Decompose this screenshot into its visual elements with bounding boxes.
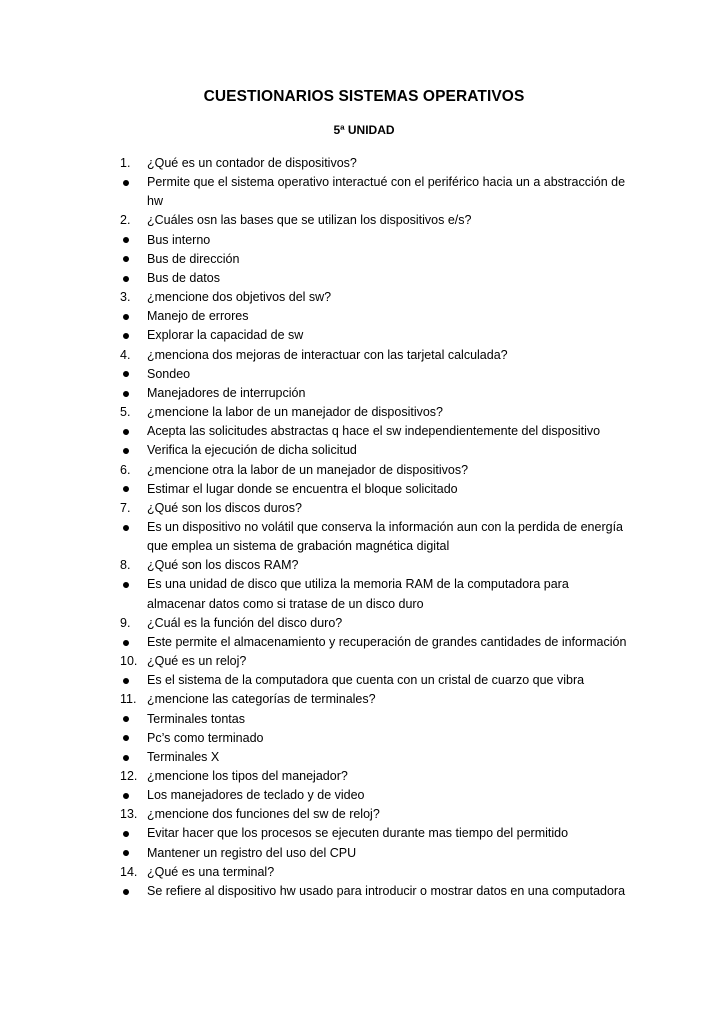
answer-bullet-item xyxy=(120,671,630,690)
bullet-icon xyxy=(120,575,147,594)
question-item xyxy=(120,614,630,633)
question-text: ¿mencione dos funciones del sw de reloj? xyxy=(147,807,380,822)
question-text: ¿Qué son los discos RAM? xyxy=(147,558,299,573)
question-text: ¿mencione las categorías de terminales? xyxy=(147,692,376,707)
answer-text: Estimar el lugar donde se encuentra el bloque solicitado xyxy=(147,481,458,496)
bullet-dot-icon xyxy=(123,850,129,856)
bullet-dot-icon xyxy=(123,755,129,761)
question-text: ¿mencione dos objetivos del sw? xyxy=(147,290,332,305)
question-number: 5. xyxy=(120,405,131,420)
answer-bullet-item xyxy=(120,422,630,441)
bullet-dot-icon xyxy=(123,429,129,435)
question-number: 12. xyxy=(120,769,138,783)
question-text: ¿Qué es un contador de dispositivos? xyxy=(147,156,357,170)
answer-bullet-item xyxy=(120,882,630,901)
question-item xyxy=(120,288,630,307)
bullet-icon xyxy=(120,844,147,863)
question-number: 10. xyxy=(120,654,138,669)
bullet-dot-icon xyxy=(123,391,129,397)
question-item xyxy=(120,461,630,480)
answer-text: Manejo de errores xyxy=(147,309,249,324)
question-number: 2. xyxy=(120,213,131,228)
question-item xyxy=(120,346,630,365)
answer-text: Los manejadores de teclado y de video xyxy=(147,788,365,803)
bullet-dot-icon xyxy=(123,371,129,377)
answer-text: Sondeo xyxy=(147,366,191,381)
bullet-icon xyxy=(120,748,147,767)
bullet-dot-icon xyxy=(123,678,129,684)
bullet-dot-icon xyxy=(123,314,129,320)
bullet-dot-icon xyxy=(123,237,129,243)
bullet-dot-icon xyxy=(123,831,129,837)
question-item xyxy=(120,690,630,709)
bullet-icon xyxy=(120,250,147,269)
bullet-dot-icon xyxy=(123,525,129,531)
question-number: 7. xyxy=(120,500,131,515)
bullet-icon xyxy=(120,231,147,250)
answer-bullet-item xyxy=(120,269,630,288)
answer-bullet-item xyxy=(120,710,630,729)
answer-bullet-item xyxy=(120,326,630,345)
answer-bullet-item xyxy=(120,824,630,843)
answer-bullet-item xyxy=(120,231,630,250)
bullet-icon xyxy=(120,326,147,345)
question-text: ¿Qué es un reloj? xyxy=(147,654,247,669)
bullet-icon xyxy=(120,307,147,326)
bullet-dot-icon xyxy=(123,582,129,588)
question-item xyxy=(120,499,630,518)
answer-bullet-item xyxy=(120,480,630,499)
bullet-dot-icon xyxy=(123,735,129,741)
bullet-icon xyxy=(120,441,147,460)
question-list xyxy=(120,154,630,901)
answer-text: Se refiere al dispositivo hw usado para introducir o mostrar datos en una computadora xyxy=(147,883,626,898)
answer-text: Manejadores de interrupción xyxy=(147,385,306,400)
question-number: 13. xyxy=(120,807,138,822)
answer-text: Acepta las solicitudes abstractas q hace el sw independientemente del dispositivo xyxy=(147,424,601,439)
document-title: CUESTIONARIOS SISTEMAS OPERATIVOS xyxy=(203,88,525,105)
question-number: 9. xyxy=(120,615,131,630)
question-number: 4. xyxy=(120,347,131,362)
answer-bullet-item xyxy=(120,365,630,384)
question-number: 3. xyxy=(120,290,131,305)
bullet-icon xyxy=(120,633,147,652)
question-number: 1. xyxy=(120,156,131,170)
question-item xyxy=(120,154,630,173)
bullet-dot-icon xyxy=(123,793,129,799)
answer-text: Permite que el sistema operativo interactué con el periférico hacia un a abstracción de hw xyxy=(147,175,626,209)
answer-bullet-item xyxy=(120,173,630,211)
question-item xyxy=(120,556,630,575)
question-text: ¿Qué son los discos duros? xyxy=(147,500,302,515)
question-item xyxy=(120,863,630,882)
bullet-dot-icon xyxy=(123,180,129,186)
question-number: 14. xyxy=(120,864,138,879)
question-text: ¿menciona dos mejoras de interactuar con las tarjetal calculada? xyxy=(147,347,508,362)
answer-bullet-item xyxy=(120,844,630,863)
bullet-icon xyxy=(120,173,147,192)
question-text: ¿Cuáles osn las bases que se utilizan los dispositivos e/s? xyxy=(147,213,472,228)
bullet-dot-icon xyxy=(123,486,129,492)
answer-bullet-item xyxy=(120,729,630,748)
question-item xyxy=(120,652,630,671)
bullet-dot-icon xyxy=(123,889,129,895)
bullet-icon xyxy=(120,480,147,499)
answer-text: Este permite el almacenamiento y recuperación de grandes cantidades de información xyxy=(147,634,627,649)
bullet-icon xyxy=(120,824,147,843)
bullet-icon xyxy=(120,518,147,537)
bullet-dot-icon xyxy=(123,276,129,282)
answer-bullet-item xyxy=(120,786,630,805)
question-text: ¿Qué es una terminal? xyxy=(147,864,275,879)
bullet-icon xyxy=(120,269,147,288)
bullet-dot-icon xyxy=(123,716,129,722)
question-number: 11. xyxy=(120,692,137,707)
answer-text: Verifica la ejecución de dicha solicitud xyxy=(147,443,357,458)
answer-text: Bus de datos xyxy=(147,270,220,285)
answer-bullet-item xyxy=(120,441,630,460)
answer-bullet-item xyxy=(120,307,630,326)
answer-bullet-item xyxy=(120,518,630,556)
question-item xyxy=(120,767,630,786)
question-text: ¿mencione la labor de un manejador de dispositivos? xyxy=(147,405,444,420)
question-text: ¿mencione los tipos del manejador? xyxy=(147,769,348,783)
answer-text: Terminales tontas xyxy=(147,711,245,726)
answer-bullet-item xyxy=(120,748,630,767)
answer-text: Es un dispositivo no volátil que conserva la información aun con la perdida de energía que emplea un sistema de grabación magnética digital xyxy=(147,519,623,554)
bullet-icon xyxy=(120,786,147,805)
question-item xyxy=(120,805,630,824)
question-text: ¿mencione otra la labor de un manejador de dispositivos? xyxy=(147,462,469,477)
answer-text: Explorar la capacidad de sw xyxy=(147,328,304,343)
question-text: ¿Cuál es la función del disco duro? xyxy=(147,615,343,630)
answer-bullet-item xyxy=(120,575,630,613)
bullet-icon xyxy=(120,365,147,384)
answer-text: Es una unidad de disco que utiliza la memoria RAM de la computadora para almacenar datos como si tratase de un disco duro xyxy=(147,577,569,611)
answer-text: Evitar hacer que los procesos se ejecuten durante mas tiempo del permitido xyxy=(147,826,569,841)
answer-text: Bus interno xyxy=(147,232,211,247)
answer-bullet-item xyxy=(120,384,630,403)
answer-text: Es el sistema de la computadora que cuenta con un cristal de cuarzo que vibra xyxy=(147,673,585,688)
question-item xyxy=(120,403,630,422)
document-subtitle: 5ª UNIDAD xyxy=(333,123,395,137)
bullet-dot-icon xyxy=(123,640,129,646)
bullet-icon xyxy=(120,882,147,901)
bullet-dot-icon xyxy=(123,256,129,262)
bullet-icon xyxy=(120,729,147,748)
bullet-icon xyxy=(120,384,147,403)
answer-text: Bus de dirección xyxy=(147,251,240,266)
bullet-dot-icon xyxy=(123,333,129,339)
question-number: 8. xyxy=(120,558,131,573)
answer-text: Terminales X xyxy=(147,749,220,764)
question-number: 6. xyxy=(120,462,131,477)
answer-text: Pc’s como terminado xyxy=(147,730,264,745)
bullet-dot-icon xyxy=(123,448,129,454)
bullet-icon xyxy=(120,671,147,690)
answer-bullet-item xyxy=(120,250,630,269)
bullet-icon xyxy=(120,422,147,441)
answer-bullet-item xyxy=(120,633,630,652)
bullet-icon xyxy=(120,710,147,729)
answer-text: Mantener un registro del uso del CPU xyxy=(147,845,357,860)
question-item xyxy=(120,211,630,230)
